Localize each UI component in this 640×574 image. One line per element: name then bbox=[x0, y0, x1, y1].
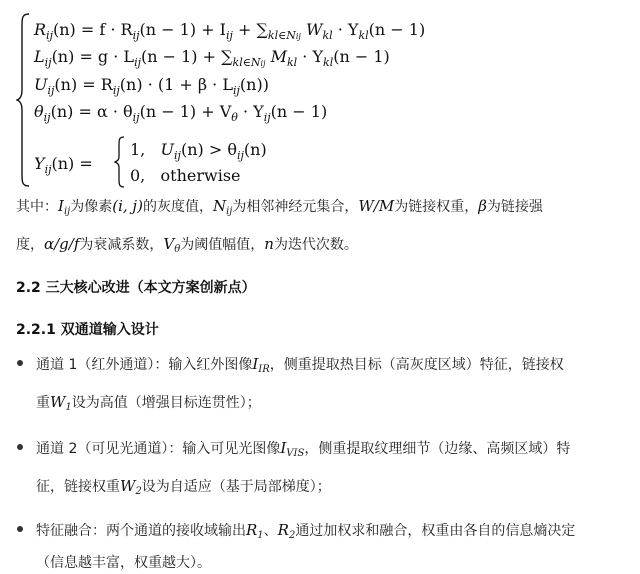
equation-dynamic-threshold: $\theta_{ij}(n) = \alpha \cdot \theta_{ij}(n - 1) + V_\theta \cdot Y_{ij}(n - 1)$ bbox=[34, 102, 328, 124]
where-clause-line-2: 度，α/g/f为衰减系数，$V_\theta$为阈值幅值，n为迭代次数。 bbox=[16, 235, 358, 255]
equation-internal-activity: $U_{ij}(n) = R_{ij}(n) \cdot (1 + \beta \cdot L_{ij}(n))$ bbox=[34, 75, 269, 97]
bullet-infrared-line-1: 通道 1（红外通道）：输入红外图像$I_{IR}$，侧重提取热目标（高灰度区域）特征，链接权 bbox=[36, 355, 564, 375]
subsection-heading: 2.2.1 双通道输入设计 bbox=[16, 322, 159, 338]
bullet-infrared-line-2: 重$W_1$设为高值（增强目标连贯性）； bbox=[36, 393, 261, 413]
bullet-visible-line-1: 通道 2（可见光通道）：输入可见光图像$I_{VIS}$，侧重提取纹理细节（边缘、高频区域）特 bbox=[36, 439, 571, 459]
bullet-fusion-line-2: （信息越丰富，权重越大）。 bbox=[36, 555, 211, 571]
left-brace bbox=[16, 12, 32, 188]
case-otherwise: 0, otherwise bbox=[130, 166, 241, 185]
bullet-fusion-line-1: 特征融合：两个通道的接收域输出$R_1$、$R_2$通过加权求和融合，权重由各自的信息熵决定 bbox=[36, 521, 576, 541]
bullet-dot bbox=[17, 526, 23, 532]
bullet-dot bbox=[17, 360, 23, 366]
where-clause-line-1: 其中：$I_{ij}$为像素(i, j)的灰度值，$N_{ij}$为相邻神经元集合，W/M为链接权重，β为链接强 bbox=[16, 197, 543, 217]
case-fire: 1, $U_{ij}(n) > \theta_{ij}(n)$ bbox=[130, 140, 267, 162]
equation-system bbox=[16, 12, 628, 188]
bullet-dot bbox=[17, 444, 23, 450]
section-heading: 2.2 三大核心改进（本文方案创新点） bbox=[16, 280, 256, 296]
equation-receptive-field: $R_{ij}(n) = f \cdot R_{ij}(n - 1) + I_{ij} + \sum_{kl\in Nij}$ $W_{kl} \cdot Y_{kl}(n - 1)$ bbox=[34, 20, 426, 42]
equation-linking-field: $L_{ij}(n) = g \cdot L_{ij}(n - 1) + \sum_{kl\in Nij}$ $M_{kl} \cdot Y_{kl}(n - 1)$ bbox=[34, 47, 390, 69]
cases-brace bbox=[114, 136, 126, 188]
equation-output-cases bbox=[114, 136, 374, 188]
equation-output-lhs: $Y_{ij}(n)$ = bbox=[34, 154, 93, 176]
bullet-visible-line-2: 征，链接权重$W_2$设为自适应（基于局部梯度）； bbox=[36, 477, 331, 497]
